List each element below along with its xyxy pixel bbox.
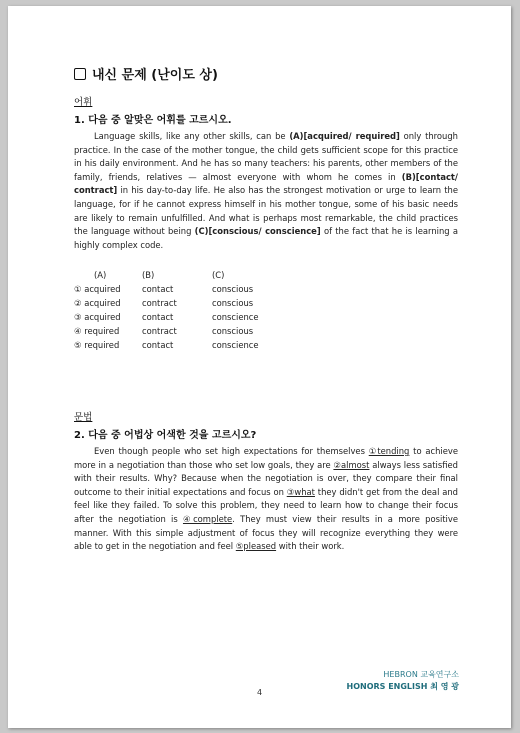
choice-c: conscious xyxy=(212,326,254,337)
passage-text: they didn't get from the deal and feel like they failed. To solve this problem, they need to learn how to change their focus after the negotiation is xyxy=(74,486,458,524)
choice-a-cell xyxy=(74,324,142,338)
blank-option: (C)[conscious/ conscience] xyxy=(194,226,321,237)
choice-number: ③ xyxy=(74,312,82,323)
section-heading xyxy=(74,64,218,83)
choice-a: acquired xyxy=(84,312,121,323)
choice-a: acquired xyxy=(84,298,121,309)
choice-number: ⑤ xyxy=(74,340,82,351)
choice-a: required xyxy=(84,326,120,337)
passage-text: of the fact that he is learning a highly complex code. xyxy=(74,226,458,250)
choice-b: contract xyxy=(142,326,177,337)
choice-row[interactable] xyxy=(74,310,458,324)
choice-number: ④ xyxy=(74,326,82,337)
choice-a-cell xyxy=(74,310,142,324)
blank-option: (B)[contact/ contract] xyxy=(74,171,458,196)
underlined-option: ①tending xyxy=(368,446,410,456)
footer-institute: HEBRON 교육연구소 xyxy=(383,670,459,679)
passage-text: always less satisfied with their results. Why? Because when the negotiation is over, they compare their final outcome to their initial expectations and focus on xyxy=(74,459,458,497)
answer-choices xyxy=(74,268,458,352)
choice-row[interactable] xyxy=(74,338,458,352)
grammar-passage xyxy=(74,445,458,554)
choice-a-cell xyxy=(74,296,142,310)
grammar-section xyxy=(74,409,458,554)
header-c: (C) xyxy=(212,270,225,281)
passage-text: Even though people who set high expectations for themselves xyxy=(94,446,369,456)
choice-row[interactable] xyxy=(74,282,458,296)
passage-text: in his day-to-day life. He also has the strongest motivation or urge to learn the language, for if he cannot express himself in his mother tongue, some of his basic needs are likely to remain unfulfilled. And what is perhaps most remarkable, the child practices the language without being xyxy=(74,185,458,237)
vocab-passage xyxy=(74,130,458,252)
choice-number: ① xyxy=(74,284,82,295)
page-number: 4 xyxy=(256,688,263,697)
choices-header-row xyxy=(74,268,458,282)
underlined-option: ⑤pleased xyxy=(235,541,277,552)
choice-a-cell xyxy=(74,282,142,296)
choice-c: conscience xyxy=(212,340,259,351)
passage-text: Language skills, like any other skills, can be xyxy=(94,131,290,141)
passage-text: to achieve more in a negotiation than those who set low goals, they are xyxy=(74,446,458,470)
choice-row[interactable] xyxy=(74,324,458,338)
header-a: (A) xyxy=(94,270,107,281)
grammar-section-label: 문법 xyxy=(74,412,93,423)
vocab-question-title: 1. 다음 중 알맞은 어휘를 고르시오. xyxy=(74,115,232,126)
underlined-option: ④complete xyxy=(182,513,233,524)
document-page xyxy=(8,6,511,728)
choice-a: acquired xyxy=(84,284,121,295)
vocabulary-section xyxy=(74,94,458,352)
choice-b: contact xyxy=(142,340,174,351)
underlined-option: ②almost xyxy=(333,459,370,470)
passage-text: with their work. xyxy=(276,541,345,552)
grammar-question-title: 2. 다음 중 어법상 어색한 것을 고르시오? xyxy=(74,430,257,441)
choice-a-cell xyxy=(74,338,142,352)
checkbox-square-icon xyxy=(74,68,86,80)
vocab-section-label: 어휘 xyxy=(74,97,93,108)
passage-text: . They must view their results in a more positive manner. With this simple adjustment of focus they will recognize everything they were able to get in the negotiation and feel xyxy=(74,513,458,552)
choice-c: conscious xyxy=(212,284,254,295)
blank-option: (A)[acquired/ required] xyxy=(289,131,400,141)
passage-text: only through practice. In the case of the mother tongue, the child gets sufficient scope for this practice in his daily environment. And he has so many teachers: his parents, other members of the family, friends, relatives — almost everyone with whom he comes in xyxy=(74,131,458,182)
choice-b: contract xyxy=(142,298,177,309)
choice-c: conscious xyxy=(212,298,254,309)
footer-course-author: HONORS ENGLISH 최 영 광 xyxy=(346,682,459,691)
choice-b: contact xyxy=(142,312,174,323)
choice-c: conscience xyxy=(212,312,259,323)
underlined-option: ③what xyxy=(286,486,315,497)
heading-text: 내신 문제 (난이도 상) xyxy=(92,68,218,83)
header-b: (B) xyxy=(142,270,155,281)
choice-number: ② xyxy=(74,298,82,309)
choice-a: required xyxy=(84,340,120,351)
choice-b: contact xyxy=(142,284,174,295)
choice-row[interactable] xyxy=(74,296,458,310)
